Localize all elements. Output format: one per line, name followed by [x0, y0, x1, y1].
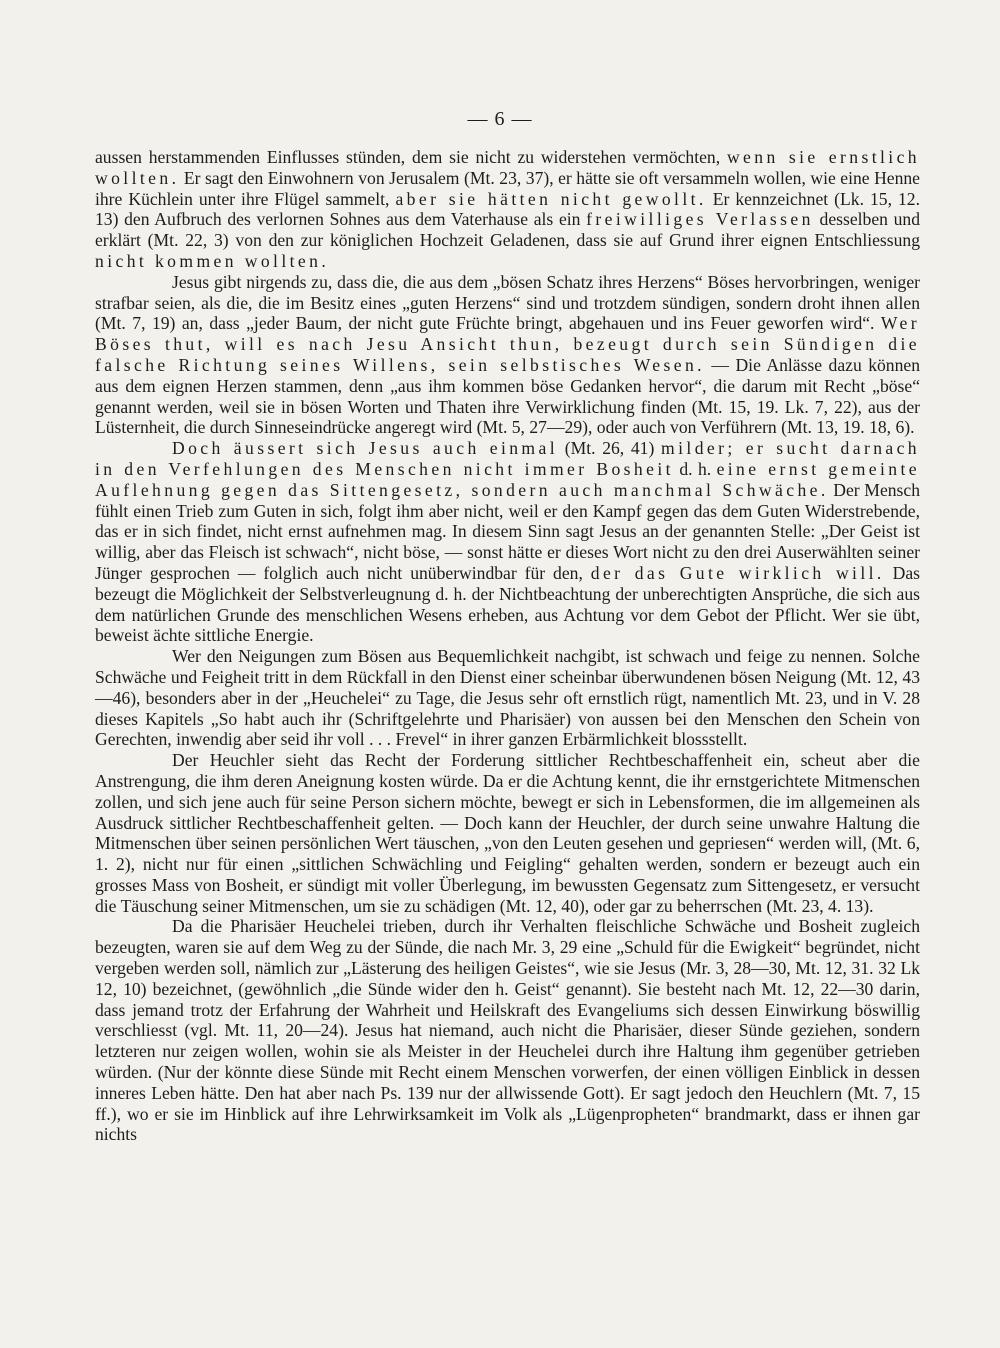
text-segment: Der Heuchler sieht das Recht der Forderung sittlicher Rechtbeschaffenheit ein, scheut aber die Anstrengung, die ihm deren Aneignung kosten würde. Da er die Achtung kennt, die ihr ernstgerichtete Mitmenschen zollen, und sich jene auch für seine Person sichern möchte, bewegt er sich in Lebensformen, die im allgemeinen als Ausdruck sittlicher Rechtbeschaffenheit gelten. — Doch kann der Heuchler, der durch seine unwahre Haltung die Mitmenschen über seinen persönlichen Wert täuschen, „von den Leuten gesehen und gepriesen“ werden will, (Mt. 6, 1. 2), nicht nur für einen „sittlichen Schwächling und Feigling“ gehalten werden, sondern er bezeugt auch ein grosses Mass von Bosheit, er sündigt mit voller Überlegung, im bewussten Gegensatz zum Sittengesetz, er versucht die Täuschung seiner Mitmenschen, um sie zu schädigen (Mt. 12, 40), oder gar zu beherrschen (Mt. 23, 4. 13).: [95, 750, 920, 916]
paragraph: [95, 916, 920, 1145]
paragraph: [95, 272, 920, 438]
emphasized-text: wenn sie ernstlich wollten.: [95, 147, 920, 188]
paragraph: [95, 646, 920, 750]
emphasized-text: Wer Böses thut, will es nach Jesu Ansicht thun, bezeugt durch sein Sündigen die falsche Richtung seines Willens, sein selbstisches Wesen.: [95, 313, 920, 375]
emphasized-text: eine ernst gemeinte Auflehnung gegen das Sittengesetz, sondern auch manchmal Schwäche.: [95, 458, 920, 500]
text-segment: Der Mensch fühlt einen Trieb zum Guten in sich, folgt ihm aber nicht, weil er den Kampf gegen das dem Guten Widerstrebende, das er in sich findet, nicht ernst aufnehmen mag. In diesem Sinn sagt Jesus an der genannten Stelle: „Der Geist ist willig, aber das Fleisch ist schwach“, nicht böse, — sonst hätte er dieses Wort nicht zu den drei Auserwählten seiner Jünger gesprochen — folglich auch nicht unüberwindbar für den,: [95, 479, 920, 583]
body-text: [95, 147, 920, 1145]
text-segment: — Die Anlässe dazu können aus dem eignen Herzen stammen, denn „aus ihm kommen böse Gedanken hervor“, die darum mit Recht „böse“ genannt werden, weil sie in bösen Worten und Thaten ihre Verwirklichung finden (Mt. 15, 19. Lk. 7, 22), aus der Lüsternheit, die durch Sinneseindrücke angeregt wird (Mt. 5, 27—29), oder auch von Verführern (Mt. 13, 19. 18, 6).: [95, 354, 920, 438]
text-segment: desselben und erklärt (Mt. 22, 3) von den zur königlichen Hochzeit Geladenen, dass sie auf Grund ihrer eignen Entschliessung: [95, 209, 920, 251]
text-segment: Wer den Neigungen zum Bösen aus Bequemlichkeit nachgibt, ist schwach und feige zu nennen. Solche Schwäche und Feigheit tritt in dem Rückfall in den Dienst einer scheinbar überwundenen bösen Neigung (Mt. 12, 43—46), besonders aber in der „Heuchelei“ zu Tage, die Jesus sehr oft ernstlich rügt, namentlich Mt. 23, und in V. 28 dieses Kapitels „So habt auch ihr (Schriftgelehrte und Pharisäer) von aussen bei den Menschen den Schein von Gerechten, inwendig aber seid ihr voll . . . Frevel“ in ihrer ganzen Erbärmlichkeit blossstellt.: [95, 646, 920, 750]
emphasized-text: nicht kommen wollten.: [95, 250, 330, 271]
text-segment: d. h.: [673, 458, 717, 479]
text-segment: aussen herstammenden Einflusses stünden, dem sie nicht zu widerstehen vermöchten,: [95, 147, 727, 167]
emphasized-text: Doch äussert sich Jesus auch einmal: [172, 438, 559, 459]
emphasized-text: milder; er sucht darnach in den Verfehlungen des Menschen nicht immer Bosheit: [95, 438, 921, 479]
paragraph: [95, 750, 920, 916]
emphasized-text: freiwilliges Verlassen: [586, 209, 814, 230]
text-segment: Er kennzeichnet (Lk. 15, 12. 13) den Aufbruch des verlornen Sohnes aus dem Vaterhause als ein: [95, 188, 921, 230]
emphasized-text: der das Gute wirklich will.: [590, 562, 885, 583]
text-segment: Jesus gibt nirgends zu, dass die, die aus dem „bösen Schatz ihres Herzens“ Böses hervorbringen, weniger strafbar seien, als die, die im Besitz eines „guten Herzens“ sind und trotzdem sündigen, sondern droht ihnen allen (Mt. 7, 19) an, dass „jeder Baum, der nicht gute Früchte bringt, abgehauen und ins Feuer geworfen wird“.: [95, 271, 920, 334]
text-segment: Da die Pharisäer Heuchelei trieben, durch ihr Verhalten fleischliche Schwäche und Bosheit zugleich bezeugten, waren sie auf dem Weg zu der Sünde, die nach Mr. 3, 29 eine „Schuld für die Ewigkeit“ begründet, nicht vergeben werden soll, nämlich zur „Lästerung des heiligen Geistes“, wie sie Jesus (Mr. 3, 28—30, Mt. 12, 31. 32 Lk 12, 10) bezeichnet, (gewöhnlich „die Sünde wider den h. Geist“ genannt). Sie besteht nach Mt. 12, 22—30 darin, dass jemand trotz der Erfahrung der Wahrheit und Heilskraft des Evangeliums sich dessen Einwirkung böswillig verschliesst (vgl. Mt. 11, 20—24). Jesus hat niemand, auch nicht die Pharisäer, dieser Sünde geziehen, sondern letzteren nur zeigen wollen, wohin sie als Meister in der Heuchelei durch ihre Haltung ihm gegenüber getrieben würden. (Nur der könnte diese Sünde mit Recht einem Menschen vorwerfen, der einen völligen Einblick in dessen inneres Leben hätte. Den hat aber nach Ps. 139 nur der allwissende Gott). Er sagt jedoch den Heuchlern (Mt. 7, 15 ff.), wo er sie im Hinblick auf ihre Lehrwirksamkeit im Volk als „Lügenpropheten“ brandmarkt, dass er ihnen gar nichts: [95, 916, 920, 1145]
text-segment: Er sagt den Einwohnern von Jerusalem (Mt. 23, 37), er hätte sie oft versammeln wollen, wie eine Henne ihre Küchlein unter ihre Flügel sammelt,: [95, 167, 920, 209]
page-number: — 6 —: [467, 108, 533, 130]
text-segment: (Mt. 26, 41): [558, 438, 662, 459]
paragraph: [95, 438, 920, 646]
text-segment: Das bezeugt die Möglichkeit der Selbstverleugnung d. h. der Nichtbeachtung der unberechtigten Ansprüche, die sich aus dem natürlichen Grunde des menschlichen Wesens erheben, aus Achtung vor dem Gebot der Pflicht. Wer sie übt, beweist ächte sittliche Energie.: [95, 562, 920, 646]
paragraph: [95, 147, 920, 272]
emphasized-text: aber sie hätten nicht gewollt.: [395, 188, 707, 209]
